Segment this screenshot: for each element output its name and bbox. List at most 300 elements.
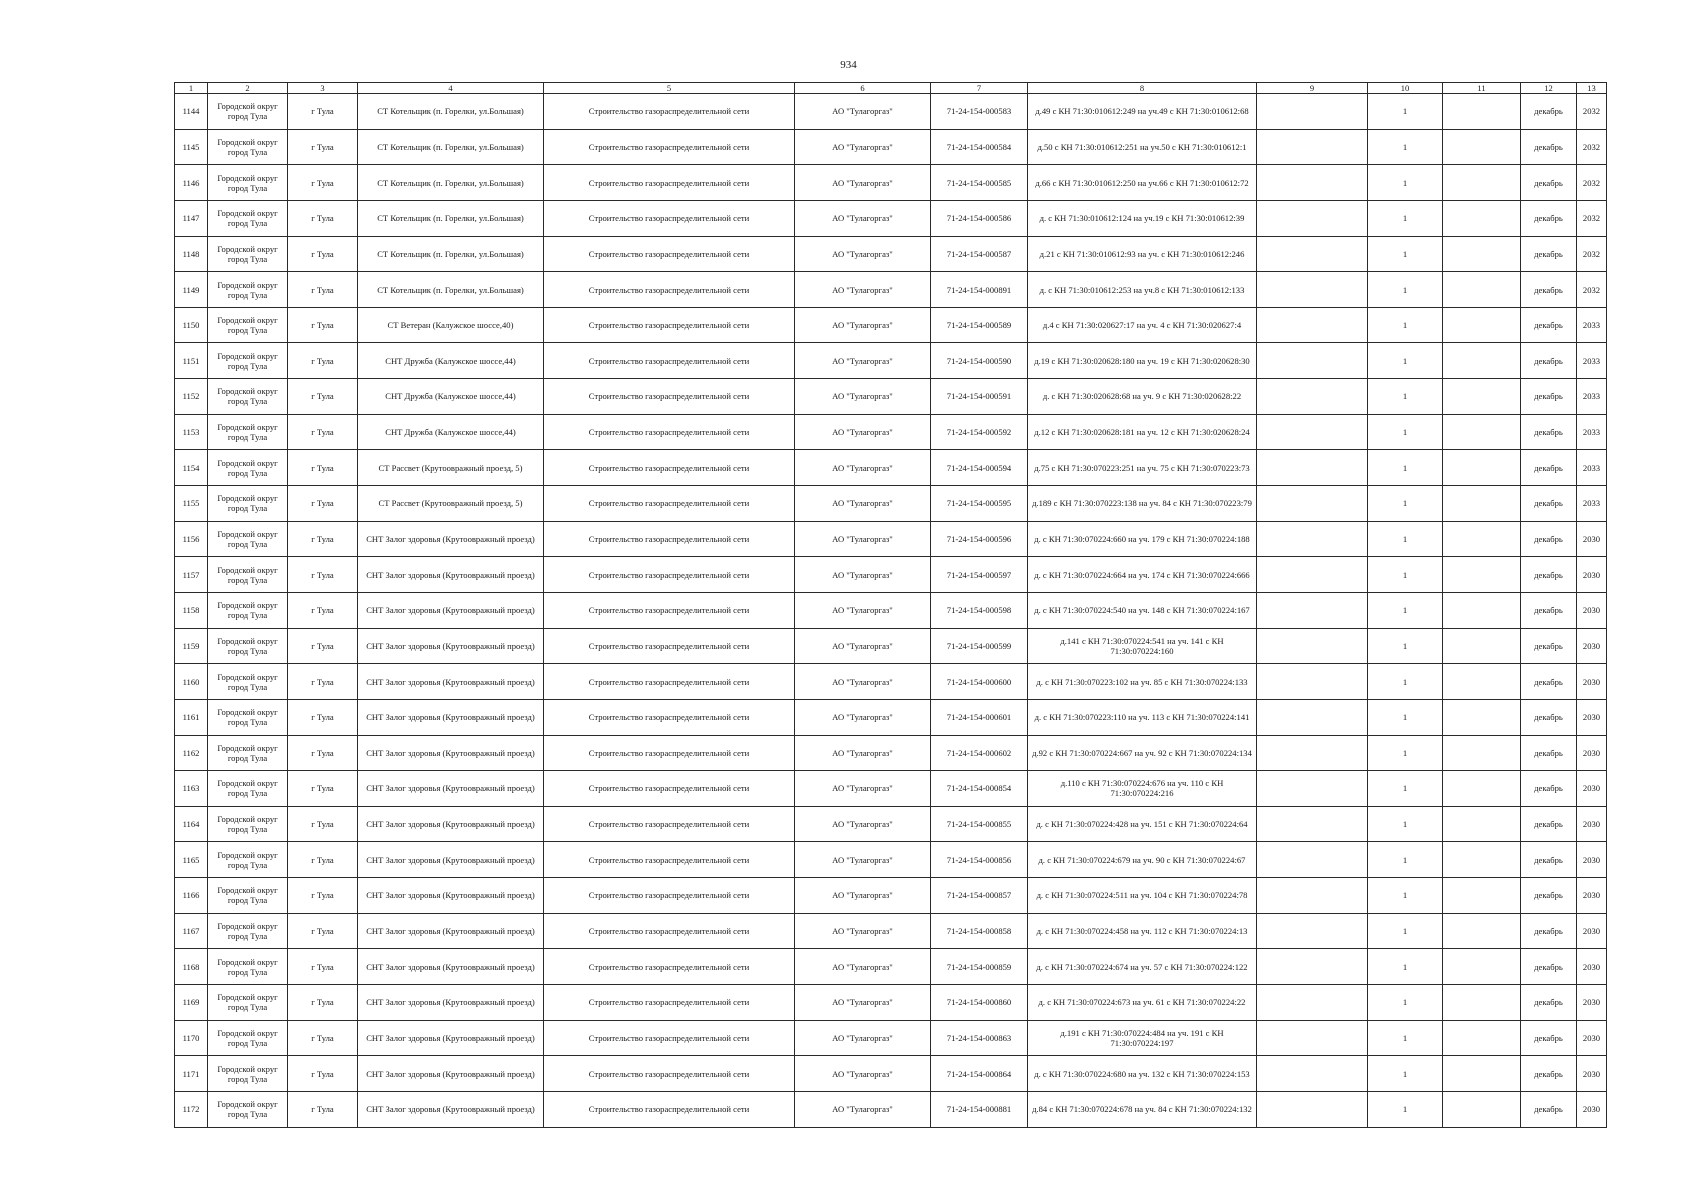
quantity-cell: 1	[1368, 165, 1443, 201]
table-row	[175, 699, 1607, 735]
column-11-cell	[1443, 771, 1521, 807]
object-name-cell: СНТ Залог здоровья (Крутоовражный проезд)	[358, 521, 544, 557]
year-cell: 2030	[1577, 592, 1607, 628]
object-code-cell: 71-24-154-000600	[931, 664, 1028, 700]
object-code-cell: 71-24-154-000584	[931, 129, 1028, 165]
table-row	[175, 94, 1607, 130]
column-9-cell	[1257, 94, 1368, 130]
month-cell: декабрь	[1521, 842, 1577, 878]
organization-cell: АО "Тулагоргаз"	[795, 1020, 931, 1056]
table-row	[175, 1056, 1607, 1092]
object-code-cell: 71-24-154-000586	[931, 200, 1028, 236]
locality-cell: г Тула	[288, 343, 358, 379]
column-9-cell	[1257, 414, 1368, 450]
object-name-cell: СТ Котельщик (п. Горелки, ул.Большая)	[358, 200, 544, 236]
locality-cell: г Тула	[288, 165, 358, 201]
organization-cell: АО "Тулагоргаз"	[795, 486, 931, 522]
column-header: 7	[931, 83, 1028, 94]
column-header: 12	[1521, 83, 1577, 94]
object-code-cell: 71-24-154-000587	[931, 236, 1028, 272]
table-row	[175, 949, 1607, 985]
row-number-cell: 1157	[175, 557, 208, 593]
address-cell: д.50 с КН 71:30:010612:251 на уч.50 с КН 71:30:010612:1	[1028, 129, 1257, 165]
work-type-cell: Строительство газораспределительной сети	[544, 664, 795, 700]
column-9-cell	[1257, 913, 1368, 949]
month-cell: декабрь	[1521, 806, 1577, 842]
month-cell: декабрь	[1521, 949, 1577, 985]
row-number-cell: 1165	[175, 842, 208, 878]
quantity-cell: 1	[1368, 1020, 1443, 1056]
quantity-cell: 1	[1368, 949, 1443, 985]
object-code-cell: 71-24-154-000597	[931, 557, 1028, 593]
work-type-cell: Строительство газораспределительной сети	[544, 236, 795, 272]
quantity-cell: 1	[1368, 842, 1443, 878]
locality-cell: г Тула	[288, 557, 358, 593]
object-code-cell: 71-24-154-000585	[931, 165, 1028, 201]
locality-cell: г Тула	[288, 949, 358, 985]
row-number-cell: 1146	[175, 165, 208, 201]
table-row	[175, 307, 1607, 343]
district-cell: Городской округ город Тула	[208, 913, 288, 949]
object-code-cell: 71-24-154-000860	[931, 985, 1028, 1021]
work-type-cell: Строительство газораспределительной сети	[544, 486, 795, 522]
object-code-cell: 71-24-154-000859	[931, 949, 1028, 985]
object-name-cell: СНТ Дружба (Калужское шоссе,44)	[358, 379, 544, 415]
row-number-cell: 1148	[175, 236, 208, 272]
organization-cell: АО "Тулагоргаз"	[795, 521, 931, 557]
work-type-cell: Строительство газораспределительной сети	[544, 94, 795, 130]
column-header: 4	[358, 83, 544, 94]
address-cell: д.19 с КН 71:30:020628:180 на уч. 19 с КН 71:30:020628:30	[1028, 343, 1257, 379]
address-cell: д. с КН 71:30:010612:253 на уч.8 с КН 71:30:010612:133	[1028, 272, 1257, 308]
column-9-cell	[1257, 1020, 1368, 1056]
object-code-cell: 71-24-154-000855	[931, 806, 1028, 842]
district-cell: Городской округ город Тула	[208, 486, 288, 522]
object-name-cell: СНТ Залог здоровья (Крутоовражный проезд)	[358, 949, 544, 985]
column-11-cell	[1443, 664, 1521, 700]
address-cell: д.21 с КН 71:30:010612:93 на уч. с КН 71:30:010612:246	[1028, 236, 1257, 272]
column-9-cell	[1257, 200, 1368, 236]
column-9-cell	[1257, 165, 1368, 201]
object-name-cell: СНТ Залог здоровья (Крутоовражный проезд)	[358, 1091, 544, 1127]
address-cell: д.12 с КН 71:30:020628:181 на уч. 12 с КН 71:30:020628:24	[1028, 414, 1257, 450]
row-number-cell: 1149	[175, 272, 208, 308]
address-cell: д.75 с КН 71:30:070223:251 на уч. 75 с КН 71:30:070223:73	[1028, 450, 1257, 486]
district-cell: Городской округ город Тула	[208, 129, 288, 165]
organization-cell: АО "Тулагоргаз"	[795, 735, 931, 771]
work-type-cell: Строительство газораспределительной сети	[544, 343, 795, 379]
year-cell: 2030	[1577, 842, 1607, 878]
locality-cell: г Тула	[288, 878, 358, 914]
object-name-cell: СНТ Залог здоровья (Крутоовражный проезд)	[358, 592, 544, 628]
object-name-cell: СНТ Дружба (Калужское шоссе,44)	[358, 414, 544, 450]
year-cell: 2032	[1577, 236, 1607, 272]
work-type-cell: Строительство газораспределительной сети	[544, 414, 795, 450]
locality-cell: г Тула	[288, 842, 358, 878]
object-name-cell: СТ Котельщик (п. Горелки, ул.Большая)	[358, 129, 544, 165]
quantity-cell: 1	[1368, 771, 1443, 807]
row-number-cell: 1160	[175, 664, 208, 700]
column-11-cell	[1443, 307, 1521, 343]
column-9-cell	[1257, 236, 1368, 272]
column-11-cell	[1443, 592, 1521, 628]
column-header: 8	[1028, 83, 1257, 94]
object-name-cell: СТ Котельщик (п. Горелки, ул.Большая)	[358, 272, 544, 308]
address-cell: д. с КН 71:30:070224:428 на уч. 151 с КН 71:30:070224:64	[1028, 806, 1257, 842]
locality-cell: г Тула	[288, 664, 358, 700]
work-type-cell: Строительство газораспределительной сети	[544, 735, 795, 771]
column-9-cell	[1257, 129, 1368, 165]
month-cell: декабрь	[1521, 699, 1577, 735]
organization-cell: АО "Тулагоргаз"	[795, 414, 931, 450]
month-cell: декабрь	[1521, 450, 1577, 486]
column-11-cell	[1443, 1056, 1521, 1092]
organization-cell: АО "Тулагоргаз"	[795, 771, 931, 807]
month-cell: декабрь	[1521, 557, 1577, 593]
month-cell: декабрь	[1521, 414, 1577, 450]
object-name-cell: СНТ Залог здоровья (Крутоовражный проезд)	[358, 985, 544, 1021]
table-row	[175, 379, 1607, 415]
district-cell: Городской округ город Тула	[208, 949, 288, 985]
object-code-cell: 71-24-154-000856	[931, 842, 1028, 878]
quantity-cell: 1	[1368, 272, 1443, 308]
month-cell: декабрь	[1521, 200, 1577, 236]
row-number-cell: 1170	[175, 1020, 208, 1056]
district-cell: Городской округ город Тула	[208, 771, 288, 807]
object-code-cell: 71-24-154-000854	[931, 771, 1028, 807]
address-cell: д.49 с КН 71:30:010612:249 на уч.49 с КН 71:30:010612:68	[1028, 94, 1257, 130]
table-row	[175, 664, 1607, 700]
table-row	[175, 165, 1607, 201]
column-11-cell	[1443, 735, 1521, 771]
address-cell: д. с КН 71:30:070224:679 на уч. 90 с КН 71:30:070224:67	[1028, 842, 1257, 878]
organization-cell: АО "Тулагоргаз"	[795, 450, 931, 486]
organization-cell: АО "Тулагоргаз"	[795, 664, 931, 700]
object-code-cell: 71-24-154-000595	[931, 486, 1028, 522]
year-cell: 2030	[1577, 985, 1607, 1021]
organization-cell: АО "Тулагоргаз"	[795, 272, 931, 308]
table-row	[175, 236, 1607, 272]
locality-cell: г Тула	[288, 129, 358, 165]
work-type-cell: Строительство газораспределительной сети	[544, 878, 795, 914]
table-row	[175, 842, 1607, 878]
column-9-cell	[1257, 771, 1368, 807]
object-code-cell: 71-24-154-000596	[931, 521, 1028, 557]
month-cell: декабрь	[1521, 592, 1577, 628]
quantity-cell: 1	[1368, 379, 1443, 415]
register-table	[174, 82, 1607, 1128]
quantity-cell: 1	[1368, 592, 1443, 628]
table-row	[175, 129, 1607, 165]
month-cell: декабрь	[1521, 985, 1577, 1021]
quantity-cell: 1	[1368, 1091, 1443, 1127]
organization-cell: АО "Тулагоргаз"	[795, 236, 931, 272]
organization-cell: АО "Тулагоргаз"	[795, 806, 931, 842]
column-9-cell	[1257, 1091, 1368, 1127]
object-code-cell: 71-24-154-000594	[931, 450, 1028, 486]
object-name-cell: СНТ Дружба (Калужское шоссе,44)	[358, 343, 544, 379]
organization-cell: АО "Тулагоргаз"	[795, 200, 931, 236]
locality-cell: г Тула	[288, 735, 358, 771]
row-number-cell: 1161	[175, 699, 208, 735]
column-11-cell	[1443, 414, 1521, 450]
object-name-cell: СТ Котельщик (п. Горелки, ул.Большая)	[358, 94, 544, 130]
object-name-cell: СНТ Залог здоровья (Крутоовражный проезд)	[358, 878, 544, 914]
month-cell: декабрь	[1521, 165, 1577, 201]
column-header: 11	[1443, 83, 1521, 94]
work-type-cell: Строительство газораспределительной сети	[544, 806, 795, 842]
row-number-cell: 1159	[175, 628, 208, 664]
organization-cell: АО "Тулагоргаз"	[795, 557, 931, 593]
district-cell: Городской округ город Тула	[208, 842, 288, 878]
object-name-cell: СТ Котельщик (п. Горелки, ул.Большая)	[358, 236, 544, 272]
column-9-cell	[1257, 486, 1368, 522]
column-11-cell	[1443, 985, 1521, 1021]
object-name-cell: СТ Котельщик (п. Горелки, ул.Большая)	[358, 165, 544, 201]
column-9-cell	[1257, 699, 1368, 735]
district-cell: Городской округ город Тула	[208, 450, 288, 486]
quantity-cell: 1	[1368, 913, 1443, 949]
column-11-cell	[1443, 165, 1521, 201]
month-cell: декабрь	[1521, 628, 1577, 664]
quantity-cell: 1	[1368, 878, 1443, 914]
district-cell: Городской округ город Тула	[208, 272, 288, 308]
locality-cell: г Тула	[288, 771, 358, 807]
column-9-cell	[1257, 307, 1368, 343]
column-header: 5	[544, 83, 795, 94]
month-cell: декабрь	[1521, 94, 1577, 130]
address-cell: д. с КН 71:30:070224:664 на уч. 174 с КН 71:30:070224:666	[1028, 557, 1257, 593]
quantity-cell: 1	[1368, 1056, 1443, 1092]
locality-cell: г Тула	[288, 450, 358, 486]
address-cell: д.84 с КН 71:30:070224:678 на уч. 84 с КН 71:30:070224:132	[1028, 1091, 1257, 1127]
work-type-cell: Строительство газораспределительной сети	[544, 985, 795, 1021]
quantity-cell: 1	[1368, 521, 1443, 557]
address-cell: д.66 с КН 71:30:010612:250 на уч.66 с КН 71:30:010612:72	[1028, 165, 1257, 201]
locality-cell: г Тула	[288, 200, 358, 236]
organization-cell: АО "Тулагоргаз"	[795, 343, 931, 379]
column-header: 6	[795, 83, 931, 94]
work-type-cell: Строительство газораспределительной сети	[544, 129, 795, 165]
object-code-cell: 71-24-154-000598	[931, 592, 1028, 628]
column-9-cell	[1257, 735, 1368, 771]
row-number-cell: 1162	[175, 735, 208, 771]
month-cell: декабрь	[1521, 521, 1577, 557]
column-9-cell	[1257, 1056, 1368, 1092]
address-cell: д.191 с КН 71:30:070224:484 на уч. 191 с КН 71:30:070224:197	[1028, 1020, 1257, 1056]
month-cell: декабрь	[1521, 307, 1577, 343]
register-rows	[175, 94, 1607, 1128]
quantity-cell: 1	[1368, 343, 1443, 379]
table-row	[175, 1091, 1607, 1127]
object-name-cell: СНТ Залог здоровья (Крутоовражный проезд)	[358, 699, 544, 735]
address-cell: д. с КН 71:30:070224:511 на уч. 104 с КН 71:30:070224:78	[1028, 878, 1257, 914]
column-9-cell	[1257, 949, 1368, 985]
object-code-cell: 71-24-154-000864	[931, 1056, 1028, 1092]
district-cell: Городской округ город Тула	[208, 379, 288, 415]
locality-cell: г Тула	[288, 913, 358, 949]
year-cell: 2032	[1577, 272, 1607, 308]
column-11-cell	[1443, 878, 1521, 914]
quantity-cell: 1	[1368, 450, 1443, 486]
object-name-cell: СТ Ветеран (Калужское шоссе,40)	[358, 307, 544, 343]
year-cell: 2030	[1577, 1020, 1607, 1056]
work-type-cell: Строительство газораспределительной сети	[544, 165, 795, 201]
column-11-cell	[1443, 949, 1521, 985]
row-number-cell: 1147	[175, 200, 208, 236]
locality-cell: г Тула	[288, 628, 358, 664]
row-number-cell: 1155	[175, 486, 208, 522]
quantity-cell: 1	[1368, 486, 1443, 522]
table-row	[175, 521, 1607, 557]
column-11-cell	[1443, 842, 1521, 878]
year-cell: 2032	[1577, 129, 1607, 165]
work-type-cell: Строительство газораспределительной сети	[544, 521, 795, 557]
object-name-cell: СНТ Залог здоровья (Крутоовражный проезд)	[358, 735, 544, 771]
organization-cell: АО "Тулагоргаз"	[795, 985, 931, 1021]
district-cell: Городской округ город Тула	[208, 664, 288, 700]
organization-cell: АО "Тулагоргаз"	[795, 129, 931, 165]
year-cell: 2033	[1577, 307, 1607, 343]
locality-cell: г Тула	[288, 486, 358, 522]
row-number-cell: 1153	[175, 414, 208, 450]
month-cell: декабрь	[1521, 129, 1577, 165]
object-name-cell: СНТ Залог здоровья (Крутоовражный проезд)	[358, 842, 544, 878]
row-number-cell: 1172	[175, 1091, 208, 1127]
row-number-cell: 1166	[175, 878, 208, 914]
district-cell: Городской округ город Тула	[208, 592, 288, 628]
column-11-cell	[1443, 236, 1521, 272]
address-cell: д. с КН 71:30:070224:660 на уч. 179 с КН 71:30:070224:188	[1028, 521, 1257, 557]
address-cell: д. с КН 71:30:070224:540 на уч. 148 с КН 71:30:070224:167	[1028, 592, 1257, 628]
work-type-cell: Строительство газораспределительной сети	[544, 450, 795, 486]
month-cell: декабрь	[1521, 343, 1577, 379]
year-cell: 2030	[1577, 878, 1607, 914]
column-11-cell	[1443, 1020, 1521, 1056]
month-cell: декабрь	[1521, 1056, 1577, 1092]
object-code-cell: 71-24-154-000602	[931, 735, 1028, 771]
address-cell: д. с КН 71:30:070224:673 на уч. 61 с КН 71:30:070224:22	[1028, 985, 1257, 1021]
year-cell: 2030	[1577, 735, 1607, 771]
row-number-cell: 1158	[175, 592, 208, 628]
column-9-cell	[1257, 379, 1368, 415]
district-cell: Городской округ город Тула	[208, 343, 288, 379]
table-row	[175, 450, 1607, 486]
district-cell: Городской округ город Тула	[208, 1020, 288, 1056]
district-cell: Городской округ город Тула	[208, 557, 288, 593]
district-cell: Городской округ город Тула	[208, 628, 288, 664]
row-number-cell: 1168	[175, 949, 208, 985]
column-header: 9	[1257, 83, 1368, 94]
work-type-cell: Строительство газораспределительной сети	[544, 771, 795, 807]
column-9-cell	[1257, 664, 1368, 700]
address-cell: д.92 с КН 71:30:070224:667 на уч. 92 с КН 71:30:070224:134	[1028, 735, 1257, 771]
organization-cell: АО "Тулагоргаз"	[795, 949, 931, 985]
district-cell: Городской округ город Тула	[208, 521, 288, 557]
quantity-cell: 1	[1368, 664, 1443, 700]
row-number-cell: 1152	[175, 379, 208, 415]
column-number-row	[175, 83, 1607, 94]
column-header: 13	[1577, 83, 1607, 94]
column-11-cell	[1443, 450, 1521, 486]
month-cell: декабрь	[1521, 1020, 1577, 1056]
district-cell: Городской округ город Тула	[208, 236, 288, 272]
year-cell: 2032	[1577, 200, 1607, 236]
organization-cell: АО "Тулагоргаз"	[795, 379, 931, 415]
district-cell: Городской округ город Тула	[208, 985, 288, 1021]
work-type-cell: Строительство газораспределительной сети	[544, 699, 795, 735]
object-code-cell: 71-24-154-000599	[931, 628, 1028, 664]
column-11-cell	[1443, 272, 1521, 308]
column-11-cell	[1443, 1091, 1521, 1127]
locality-cell: г Тула	[288, 699, 358, 735]
column-11-cell	[1443, 379, 1521, 415]
locality-cell: г Тула	[288, 272, 358, 308]
column-11-cell	[1443, 628, 1521, 664]
work-type-cell: Строительство газораспределительной сети	[544, 307, 795, 343]
column-9-cell	[1257, 272, 1368, 308]
address-cell: д. с КН 71:30:020628:68 на уч. 9 с КН 71:30:020628:22	[1028, 379, 1257, 415]
quantity-cell: 1	[1368, 94, 1443, 130]
row-number-cell: 1169	[175, 985, 208, 1021]
column-9-cell	[1257, 521, 1368, 557]
month-cell: декабрь	[1521, 878, 1577, 914]
month-cell: декабрь	[1521, 272, 1577, 308]
row-number-cell: 1167	[175, 913, 208, 949]
work-type-cell: Строительство газораспределительной сети	[544, 628, 795, 664]
column-9-cell	[1257, 343, 1368, 379]
address-cell: д. с КН 71:30:070223:110 на уч. 113 с КН 71:30:070224:141	[1028, 699, 1257, 735]
quantity-cell: 1	[1368, 200, 1443, 236]
quantity-cell: 1	[1368, 129, 1443, 165]
organization-cell: АО "Тулагоргаз"	[795, 628, 931, 664]
locality-cell: г Тула	[288, 985, 358, 1021]
object-name-cell: СНТ Залог здоровья (Крутоовражный проезд)	[358, 628, 544, 664]
organization-cell: АО "Тулагоргаз"	[795, 842, 931, 878]
month-cell: декабрь	[1521, 771, 1577, 807]
locality-cell: г Тула	[288, 236, 358, 272]
district-cell: Городской округ город Тула	[208, 699, 288, 735]
object-name-cell: СНТ Залог здоровья (Крутоовражный проезд)	[358, 913, 544, 949]
district-cell: Городской округ город Тула	[208, 806, 288, 842]
table-row	[175, 414, 1607, 450]
quantity-cell: 1	[1368, 806, 1443, 842]
table-row	[175, 771, 1607, 807]
table-row	[175, 272, 1607, 308]
organization-cell: АО "Тулагоргаз"	[795, 307, 931, 343]
month-cell: декабрь	[1521, 486, 1577, 522]
column-11-cell	[1443, 94, 1521, 130]
year-cell: 2033	[1577, 486, 1607, 522]
work-type-cell: Строительство газораспределительной сети	[544, 557, 795, 593]
district-cell: Городской округ город Тула	[208, 735, 288, 771]
address-cell: д. с КН 71:30:010612:124 на уч.19 с КН 71:30:010612:39	[1028, 200, 1257, 236]
table-row	[175, 557, 1607, 593]
district-cell: Городской округ город Тула	[208, 1091, 288, 1127]
table-row	[175, 735, 1607, 771]
address-cell: д.141 с КН 71:30:070224:541 на уч. 141 с КН 71:30:070224:160	[1028, 628, 1257, 664]
column-11-cell	[1443, 343, 1521, 379]
month-cell: декабрь	[1521, 664, 1577, 700]
object-name-cell: СНТ Залог здоровья (Крутоовражный проезд)	[358, 557, 544, 593]
column-9-cell	[1257, 592, 1368, 628]
object-name-cell: СНТ Залог здоровья (Крутоовражный проезд)	[358, 664, 544, 700]
month-cell: декабрь	[1521, 1091, 1577, 1127]
quantity-cell: 1	[1368, 557, 1443, 593]
year-cell: 2030	[1577, 699, 1607, 735]
month-cell: декабрь	[1521, 735, 1577, 771]
column-11-cell	[1443, 200, 1521, 236]
